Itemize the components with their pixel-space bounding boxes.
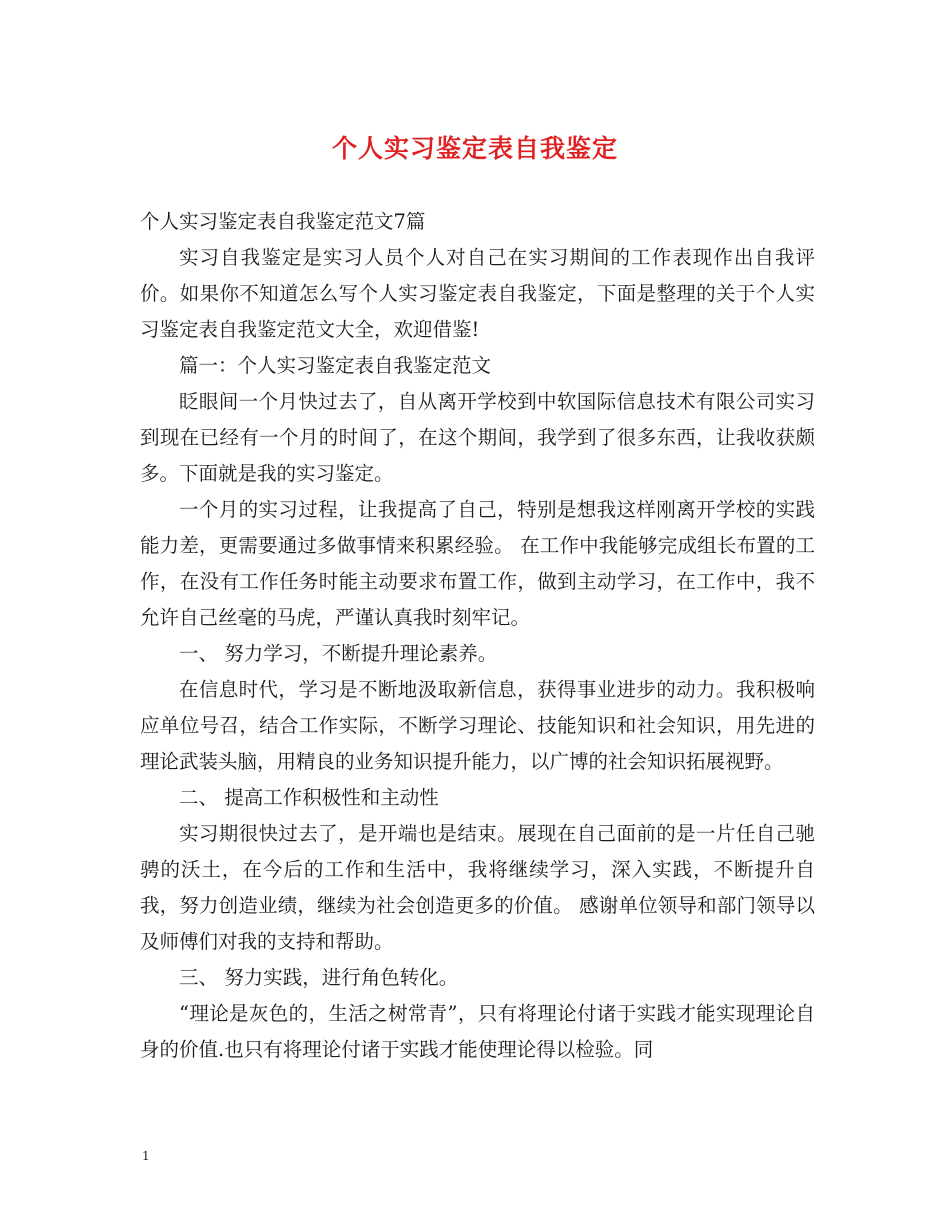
page-number: 1 (142, 1149, 150, 1163)
section-heading-one: 一、 努力学习，不断提升理论素养。 (179, 642, 498, 665)
body-paragraph: 一个月的实习过程，让我提高了自己，特别是想我这样刚离开学校的实践能力差，更需要通过多做事情来积累经验。 在工作中我能够完成组长布置的工作，在没有工作任务时能主动要求布置工作，做到主动学习，在工作中，我不允许自己丝毫的马虎，严谨认真我时刻牢记。 (140, 498, 815, 629)
document-title: 个人实习鉴定表自我鉴定 (331, 134, 618, 163)
body-paragraph: 眨眼间一个月快过去了，自从离开学校到中软国际信息技术有限公司实习到现在已经有一个月的时间了，在这个期间，我学到了很多东西，让我收获颇多。下面就是我的实习鉴定。 (140, 390, 815, 485)
body-paragraph: 在信息时代，学习是不断地汲取新信息，获得事业进步的动力。我积极响应单位号召，结合工作实际，不断学习理论、技能知识和社会知识，用先进的理论武装头脑，用精良的业务知识提升能力，以广博的社会知识拓展视野。 (140, 678, 815, 773)
body-paragraph: “理论是灰色的，生活之树常青”，只有将理论付诸于实践才能实现理论自身的价值.也只有将理论付诸于实践才能使理论得以检验。同 (140, 1002, 815, 1061)
section-heading-part-one: 篇一：个人实习鉴定表自我鉴定范文 (179, 354, 492, 377)
document-body (140, 204, 815, 1068)
section-heading-three: 三、 努力实践，进行角色转化。 (179, 966, 459, 989)
intro-paragraph: 实习自我鉴定是实习人员个人对自己在实习期间的工作表现作出自我评价。如果你不知道怎么写个人实习鉴定表自我鉴定，下面是整理的关于个人实习鉴定表自我鉴定范文大全，欢迎借鉴! (140, 246, 815, 341)
subtitle-paragraph: 个人实习鉴定表自我鉴定范文7篇 (140, 210, 426, 233)
body-paragraph: 实习期很快过去了，是开端也是结束。展现在自己面前的是一片任自己驰骋的沃土，在今后的工作和生活中，我将继续学习，深入实践，不断提升自我，努力创造业绩，继续为社会创造更多的价值。 感谢单位领导和部门领导以及师傅们对我的支持和帮助。 (140, 822, 815, 953)
section-heading-two: 二、 提高工作积极性和主动性 (179, 786, 439, 809)
